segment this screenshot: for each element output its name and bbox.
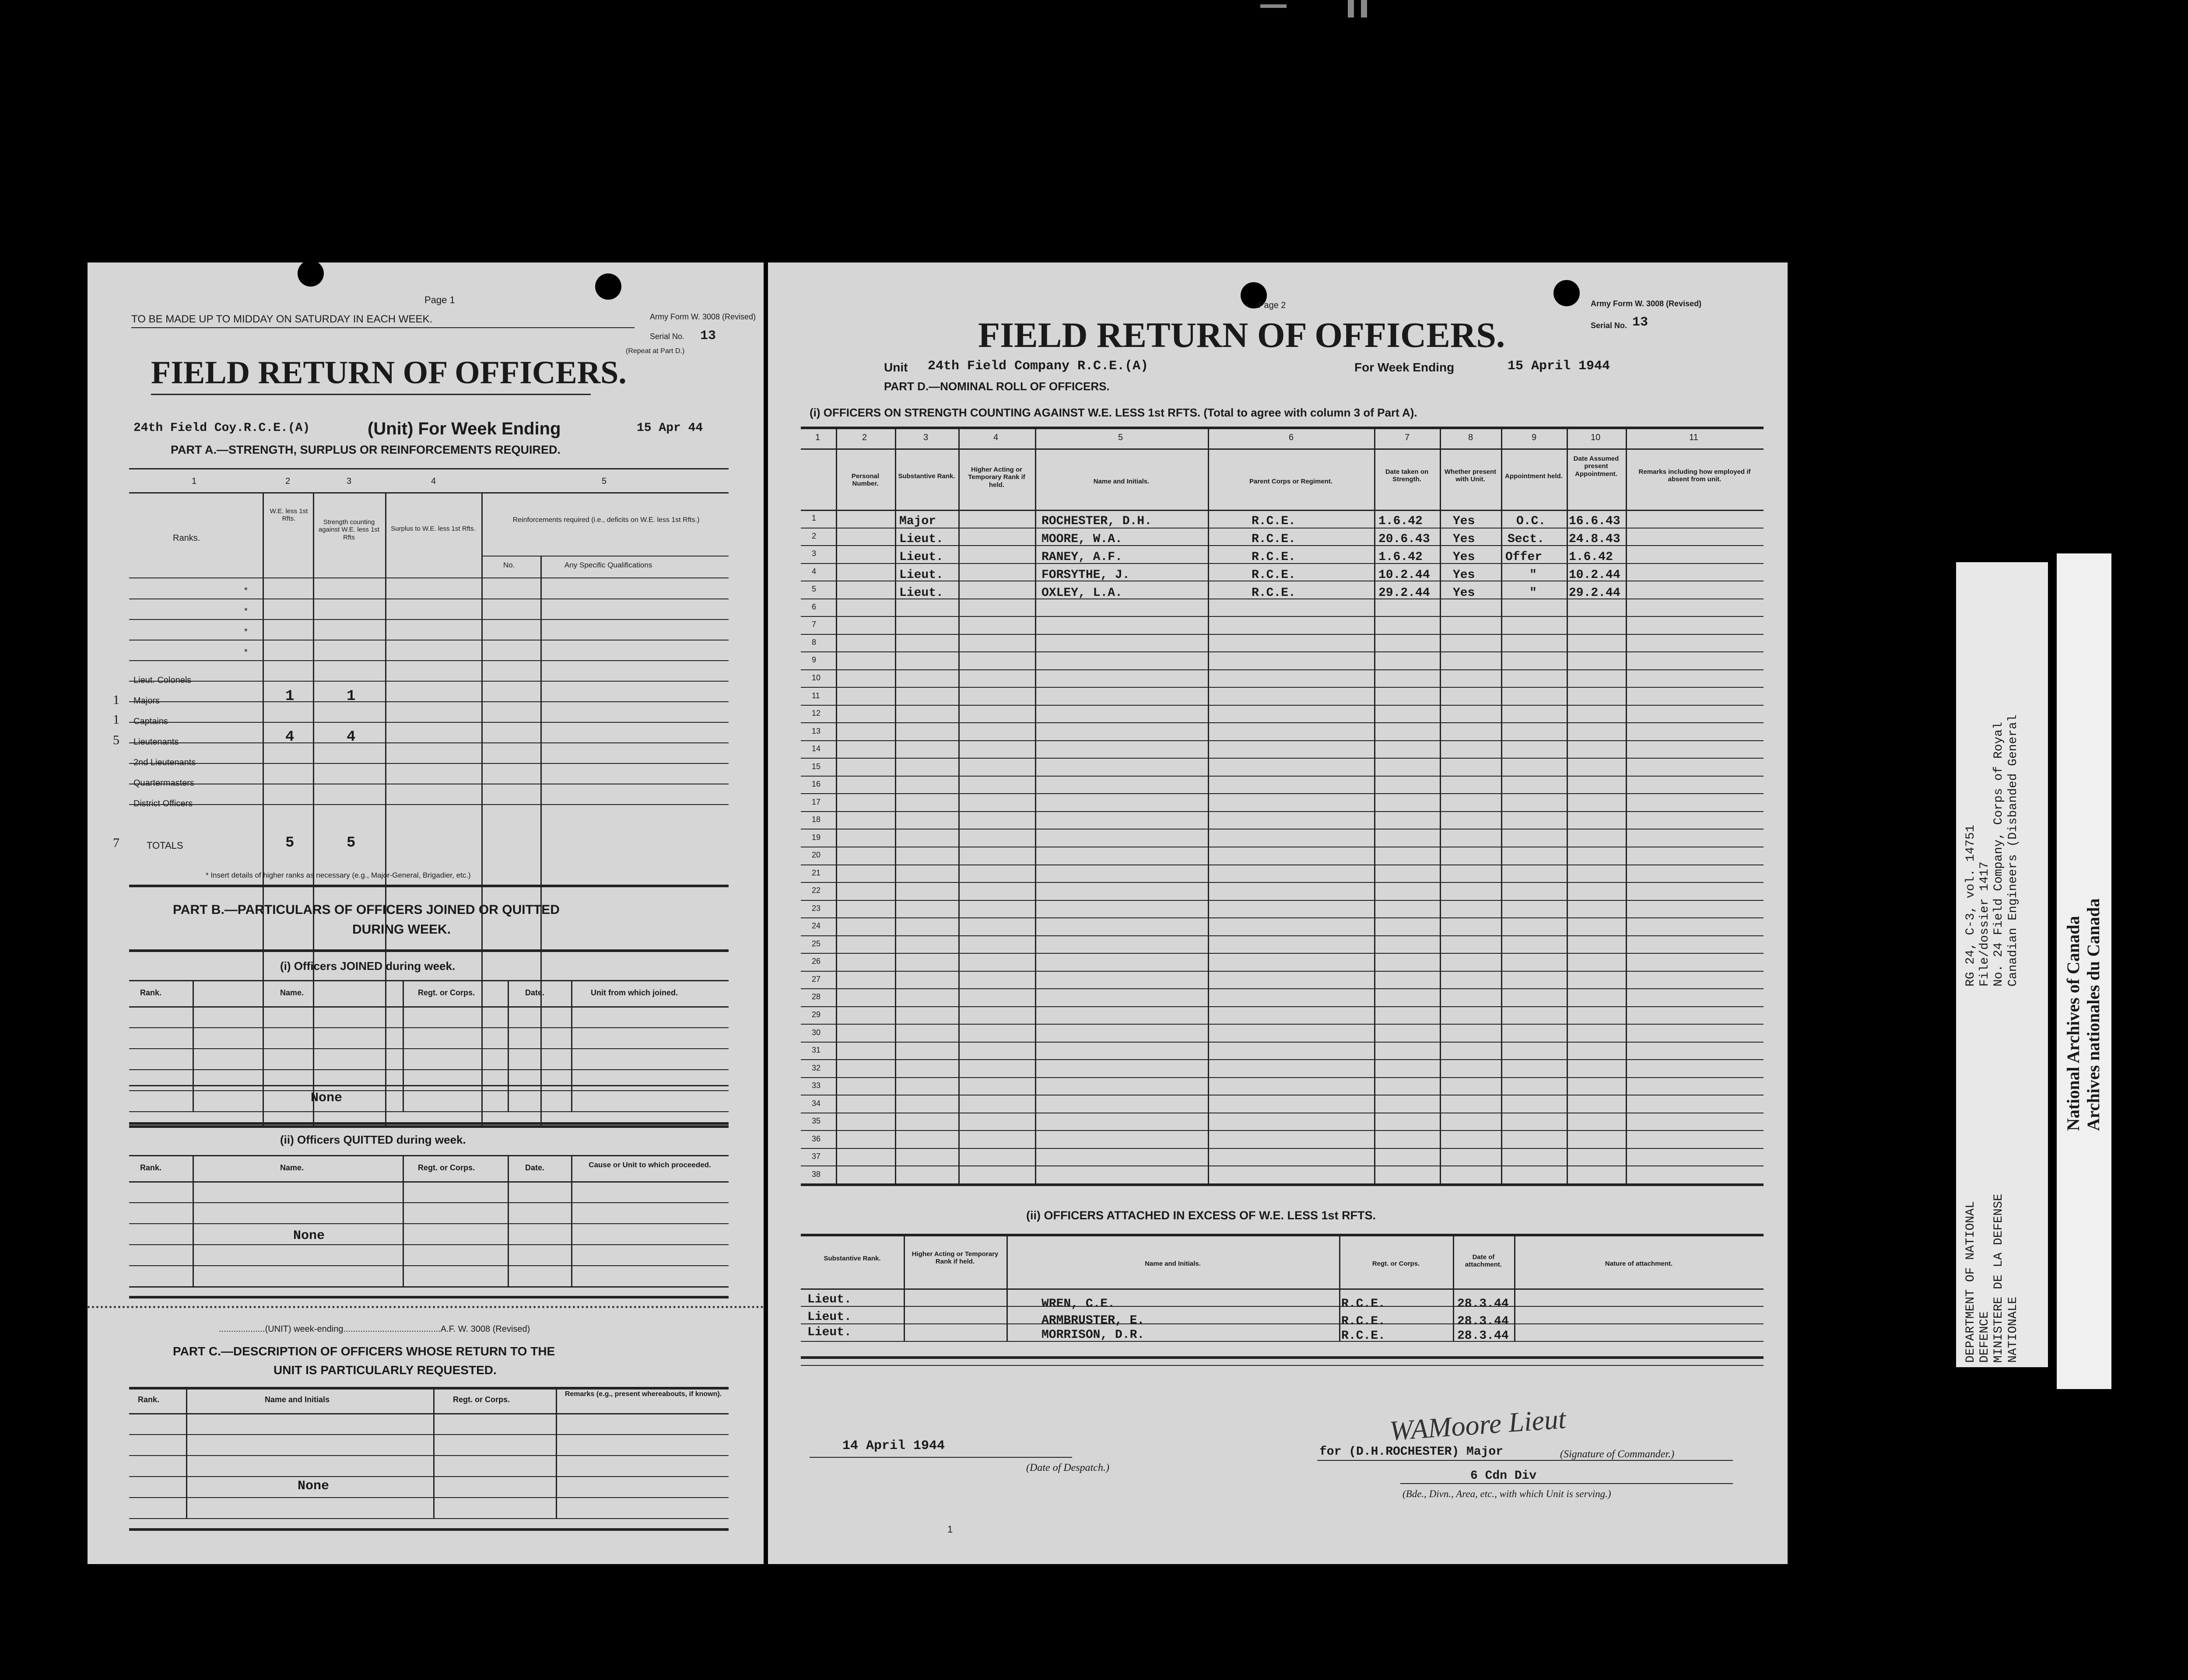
field-return-page-2: Page 2 FIELD RETURN OF OFFICERS. Army Form W. 3008 (Revised) Serial No. 13 Unit 24th Field Company R.C.E.(A) For Week Ending 15 April 1944 PART D.—NOMINAL ROLL OF OFFICERS. (i) OFFICERS ON STRENGTH COUNTING AGAINST W.E. LESS 1st RFTS. (Total to agree with column 3 of Part A). 1 2 3 4 5 6 7 8 9 10 11 Personal Number. Substantive Rank. Higher Acting or Temporary Rank if held. Name and Initials. Parent Corps or Regiment. Date taken on Strength. Whether present with Unit. Appointment held. Date Assumed present Appointment. Remarks including how employed if absent from unit. 1 2 3 4 5 6 7 8 9 10 11 12 13 14 15 16 17 18 19 20 21 22 23 24 25 26 27 28 29 30 31 32 33 34 35 36 37 38 Major ROCHESTER, D.H. R.C.E. 1.6.42 Yes O.C. 16.6.43 Lieut. MOORE, W.A. R.C.E. 20.6.43 Yes Sect. 24.8.43 Lieut. RANEY, A.F. R.C.E. 1.6.42 Yes Offer 1.6.42 Lieut. FORSYTHE, J. R.C.E. 10.2.44 Yes " 10.2.44 Lieut. OXLEY, L.A. R.C.E. 29.2.44 Yes " 29.2.44 (ii) OFFICERS ATTACHED IN EXCESS OF W.E. LESS 1st RFTS. Substantive Rank. Higher Acting or Temporary Rank if held. Name and Initials. Regt. or Corps. Date of attachment. Nature of attachment. Lieut. WREN, C.E. R.C.E. 28.3.44 Lieut. ARMBRUSTER, E. R.C.E. 28.3.44 Lieut. MORRISON, D.R. R.C.E. 28.3.44 14 April 1944 (Date of Despatch.) WAMoore Lieut for (D.H.ROCHESTER) Major (Signature of Commander.) 6 Cdn Div (Bde., Divn., Area, etc., with which Unit is serving.) 1 (768, 262, 1788, 1564)
army-form-label: Army Form W. 3008 (Revised) (1591, 299, 1702, 308)
row-number: 20 (812, 850, 821, 859)
row-number: 1 (812, 514, 817, 522)
despatch-label: (Date of Despatch.) (1026, 1462, 1109, 1474)
qualifications-header: Any Specific Qualifications (565, 561, 652, 569)
col-num: 3 (347, 476, 352, 486)
row-number: 23 (812, 904, 821, 913)
archive-reference-text: RG 24, C-3, vol. 14751 File/dossier 1417 No. 24 Field Company, Corps of Royal Canadian Engineers (Disbanded General (1964, 714, 2020, 987)
row-number: 38 (812, 1170, 821, 1179)
row-number: 25 (812, 939, 821, 948)
row-number: 24 (812, 921, 821, 930)
part-c-none: None (298, 1479, 330, 1494)
tear-line (88, 1306, 764, 1308)
row-number: 34 (812, 1099, 821, 1108)
archive-dept-text: DEPARTMENT OF NATIONAL DEFENCE MINISTERE DE LA DEFENSE NATIONALE (1964, 1194, 2020, 1363)
part-a-title: PART A.—STRENGTH, SURPLUS OR REINFORCEMENTS REQUIRED. (171, 443, 561, 456)
army-form-label: Army Form W. 3008 (Revised) (650, 312, 756, 321)
unit-value: 24th Field Coy.R.C.E.(A) (133, 421, 310, 435)
row-number: 35 (812, 1116, 821, 1125)
strength-header: Strength counting against W.E. less 1st Rfts (318, 518, 380, 541)
section-i-title: (i) OFFICERS ON STRENGTH COUNTING AGAINST W.E. LESS 1st RFTS. (Total to agree with column 3 of Part A). (810, 406, 1417, 419)
row-number: 32 (812, 1064, 821, 1072)
serial-label: Serial No. (1591, 321, 1627, 330)
unit-week-label: (Unit) For Week Ending (368, 419, 561, 438)
field-return-page-1: Page 1 TO BE MADE UP TO MIDDAY ON SATURDAY IN EACH WEEK. Army Form W. 3008 (Revised) Serial No. 13 (Repeat at Part D.) FIELD RETURN OF OFFICERS. 24th Field Coy.R.C.E.(A) (Unit) For Week Ending 15 Apr 44 PART A.—STRENGTH, SURPLUS OR REINFORCEMENTS REQUIRED. 1 2 3 4 5 Ranks. W.E. less 1st Rfts. Strength counting against W.E. less 1st Rfts Surplus to W.E. less 1st Rfts. Reinforcements required (i.e., deficits on W.E. less 1st Rfts.) No. Any Specific Qualifications * * * * Lieut. Colonels 1 Majors 1 1 1 Captains 5 Lieutenants 4 4 2nd Lieutenants Quartermasters District Officers 7 TOTALS 5 5 * Insert details of higher ranks as necessary (e.g., Major-General, Brigadier, etc.) PART B.—PARTICULARS OF OFFICERS JOINED OR QUITTED DURING WEEK. (i) Officers JOINED during week. Rank. Name. Regt. or Corps. Date. Unit from which joined. None (ii) Officers QUITTED during week. Rank. Name. Regt. or Corps. Date. Cause or Unit to which proceeded. None ...................(UNIT) week-ending........................................A.F. W. 3008 (Revised) PART C.—DESCRIPTION OF OFFICERS WHOSE RETURN TO THE UNIT IS PARTICULARLY REQUESTED. Rank. Name and Initials Regt. or Corps. Remarks (e.g., present whereabouts, if known). None (88, 262, 764, 1564)
despatch-date: 14 April 1944 (842, 1438, 945, 1453)
no-header: No. (503, 561, 515, 569)
row-number: 27 (812, 975, 821, 984)
archive-stamp-text: National Archives of Canada Archives nationales du Canada (2063, 898, 2103, 1131)
row-number: 26 (812, 957, 821, 966)
serial-note: (Repeat at Part D.) (626, 347, 685, 355)
col-num: 5 (602, 476, 607, 486)
col-num: 2 (285, 476, 291, 486)
serial-value: 13 (700, 329, 716, 343)
row-number: 15 (812, 762, 821, 771)
surplus-header: Surplus to W.E. less 1st Rfts. (391, 525, 476, 532)
row-number: 11 (812, 691, 820, 700)
row-number: 31 (812, 1046, 821, 1054)
commander-label: (Signature of Commander.) (1560, 1449, 1675, 1460)
week-ending-value: 15 Apr 44 (637, 421, 703, 435)
reinforcements-header: Reinforcements required (i.e., deficits on W.E. less 1st Rfts.) (512, 516, 700, 524)
archive-stamp-tag (2057, 553, 2111, 1389)
row-number: 12 (812, 709, 821, 718)
tear-line-text: ...................(UNIT) week-ending........................................A.F. W. 3008 (Revised) (219, 1324, 530, 1334)
part-c-title: PART C.—DESCRIPTION OF OFFICERS WHOSE RETURN TO THE (173, 1344, 555, 1358)
serial-label: Serial No. (650, 332, 685, 341)
serial-value: 13 (1632, 315, 1648, 330)
form-title: FIELD RETURN OF OFFICERS. (978, 315, 1505, 355)
quitted-none: None (293, 1228, 325, 1243)
quitted-title: (ii) Officers QUITTED during week. (280, 1133, 466, 1146)
row-number: 5 (812, 584, 817, 593)
row-number: 4 (812, 567, 817, 576)
page-label: Page 2 (1258, 301, 1286, 310)
form-title: FIELD RETURN OF OFFICERS. (151, 355, 627, 391)
col-num: 4 (431, 476, 436, 486)
we-header: W.E. less 1st Rfts. (270, 508, 308, 523)
unit-value: 24th Field Company R.C.E.(A) (928, 359, 1149, 374)
joined-title: (i) Officers JOINED during week. (280, 959, 456, 973)
row-number: 17 (812, 798, 821, 806)
row-number: 3 (812, 549, 817, 558)
row-number: 14 (812, 744, 821, 753)
part-b-subtitle: DURING WEEK. (352, 922, 451, 937)
week-ending-value: 15 April 1944 (1508, 359, 1610, 374)
row-number: 13 (812, 727, 821, 735)
row-number: 29 (812, 1010, 821, 1019)
commander-name: for (D.H.ROCHESTER) Major (1319, 1445, 1504, 1459)
part-c-subtitle: UNIT IS PARTICULARLY REQUESTED. (274, 1363, 497, 1377)
row-number: 9 (812, 655, 817, 664)
row-number: 33 (812, 1081, 821, 1090)
col-num: 1 (192, 476, 197, 486)
page-label: Page 1 (424, 294, 455, 305)
unit-label: Unit (884, 360, 908, 374)
row-number: 19 (812, 833, 821, 842)
row-number: 8 (812, 638, 817, 647)
row-number: 28 (812, 992, 821, 1001)
punch-hole (595, 273, 621, 300)
row-number: 22 (812, 886, 821, 895)
row-number: 2 (812, 532, 817, 540)
division-value: 6 Cdn Div (1470, 1469, 1537, 1483)
row-number: 18 (812, 815, 821, 824)
week-ending-label: For Week Ending (1354, 360, 1455, 374)
punch-hole (1553, 280, 1580, 306)
part-b-title: PART B.—PARTICULARS OF OFFICERS JOINED OR QUITTED (173, 903, 560, 917)
film-edge-mark (1260, 0, 1392, 26)
bde-label: (Bde., Divn., Area, etc., with which Unit is serving.) (1403, 1488, 1611, 1499)
row-number: 21 (812, 868, 821, 877)
commander-signature: WAMoore Lieut (1388, 1403, 1567, 1446)
row-number: 30 (812, 1028, 821, 1037)
punch-hole (298, 260, 324, 287)
joined-none: None (311, 1091, 343, 1106)
row-number: 7 (812, 620, 817, 629)
row-number: 6 (812, 602, 817, 611)
archive-reference-tag (1956, 562, 2048, 1367)
row-number: 16 (812, 780, 821, 788)
section-ii-title: (ii) OFFICERS ATTACHED IN EXCESS OF W.E. LESS 1st RFTS. (1026, 1209, 1376, 1222)
footer-mark: 1 (947, 1524, 953, 1535)
row-number: 10 (812, 673, 821, 682)
instruction-text: TO BE MADE UP TO MIDDAY ON SATURDAY IN EACH WEEK. (131, 313, 433, 325)
part-d-title: PART D.—NOMINAL ROLL OF OFFICERS. (884, 380, 1110, 393)
ranks-header: Ranks. (173, 533, 200, 543)
row-number: 36 (812, 1134, 821, 1143)
row-number: 37 (812, 1152, 821, 1161)
part-a-footnote: * Insert details of higher ranks as necessary (e.g., Major-General, Brigadier, etc.) (206, 871, 471, 879)
